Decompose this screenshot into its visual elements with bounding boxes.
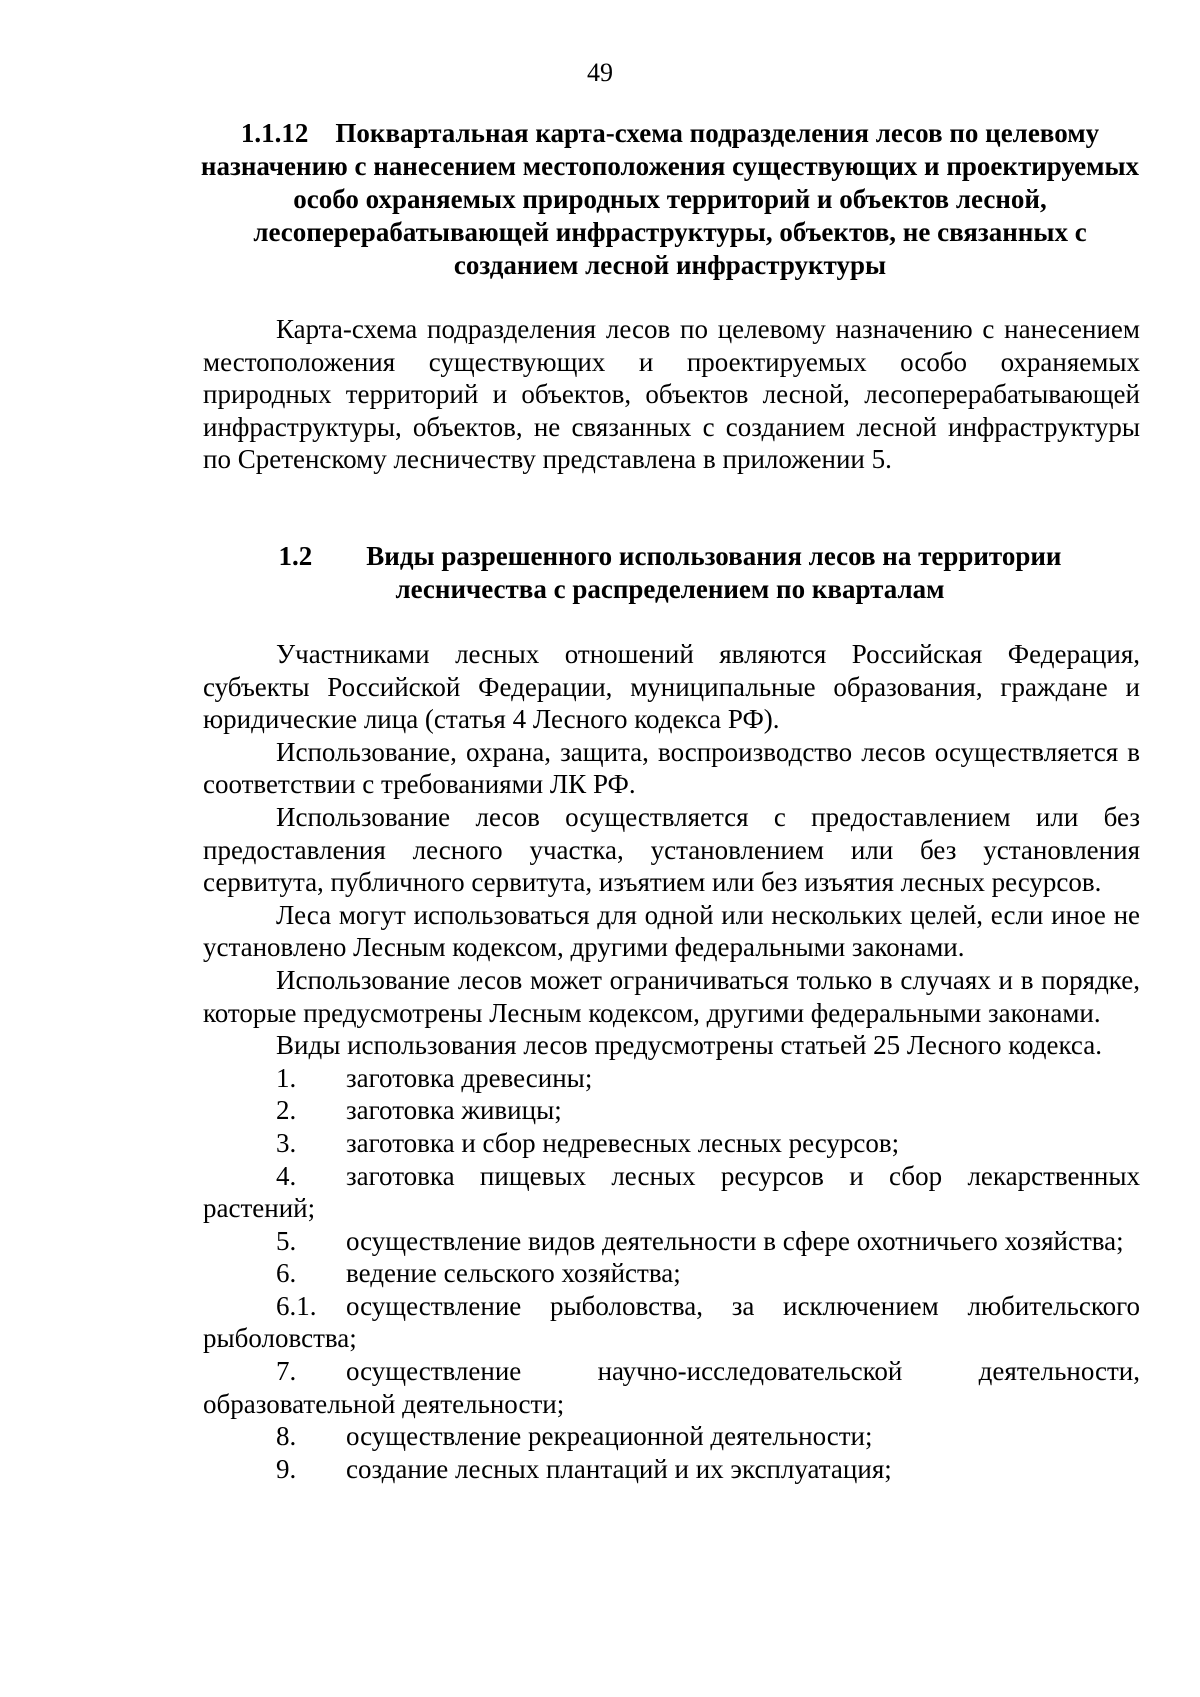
list-item [203, 1160, 1140, 1225]
list-item [203, 1290, 1140, 1355]
list-item-text: осуществление видов деятельности в сфере охотничьего хозяйства; [346, 1225, 1124, 1256]
list-item [203, 1225, 1140, 1258]
list-item-text: создание лесных плантаций и их эксплуатация; [346, 1453, 892, 1484]
list-item [203, 1257, 1140, 1290]
paragraph: Использование, охрана, защита, воспроизводство лесов осуществляется в соответствии с требованиями ЛК РФ. [203, 736, 1140, 800]
paragraph: Карта-схема подразделения лесов по целевому назначению с нанесением местоположения существующих и проектируемых особо охраняемых природных территорий и объектов, объектов лесной, лесоперерабатывающей инфраструктуры, объектов, не связанных с созданием лесной инфраструктуры по Сретенскому лесничеству представлена в приложении 5. [203, 314, 1140, 475]
list-item-text: заготовка живицы; [346, 1095, 562, 1126]
list-item [203, 1094, 1140, 1127]
list-marker: 3. [276, 1127, 297, 1158]
section-1-2-body [203, 638, 1140, 1485]
section-title: Виды разрешенного использования лесов на территории лесничества с распределением по кварталам [366, 541, 1062, 604]
list-marker: 1. [276, 1062, 297, 1093]
list-marker: 6. [276, 1258, 297, 1289]
list-marker: 4. [276, 1160, 297, 1191]
list-item-text: осуществление рыболовства, за исключением любительского рыболовства; [203, 1290, 1140, 1354]
page-number: 49 [587, 58, 613, 87]
section-number: 1.2 [278, 541, 313, 571]
paragraph: Участниками лесных отношений являются Российская Федерация, субъекты Российской Федерации, муниципальные образования, граждане и юридические лица (статья 4 Лесного кодекса РФ). [203, 639, 1140, 735]
list-marker: 8. [276, 1421, 297, 1452]
paragraph: Использование лесов может ограничиваться только в случаях и в порядке, которые предусмотрены Лесным кодексом, другими федеральными законами. [203, 964, 1140, 1028]
paragraph: Использование лесов осуществляется с предоставлением или без предоставления лесного участка, установлением или без установления сервитута, публичного сервитута, изъятием или без изъятия лесных ресурсов. [203, 801, 1140, 898]
list-marker: 7. [276, 1356, 297, 1387]
list-item-text: ведение сельского хозяйства; [346, 1258, 681, 1289]
list-item-text: осуществление рекреационной деятельности; [346, 1421, 873, 1452]
list-marker: 9. [276, 1453, 297, 1484]
list-item-text: заготовка и сбор недревесных лесных ресурсов; [346, 1127, 900, 1158]
section-title: Поквартальная карта-схема подразделения лесов по целевому назначению с нанесением местоположения существующих и проектируемых особо охраняемых природных территорий и объектов лесной, лесоперерабатывающей инфраструктуры, объектов, не связанных с созданием лесной инфраструктуры [200, 118, 1140, 280]
list-item-text: заготовка пищевых лесных ресурсов и сбор лекарственных растений; [203, 1160, 1140, 1224]
section-heading-1-1-12 [200, 117, 1140, 282]
section-number: 1.1.12 [240, 118, 309, 148]
section-1-1-12-body [203, 313, 1140, 476]
paragraph: Виды использования лесов предусмотрены статьей 25 Лесного кодекса. [276, 1030, 1102, 1061]
section-heading-1-2 [200, 540, 1140, 606]
list-marker: 6.1. [276, 1290, 317, 1321]
list-item [203, 1062, 1140, 1095]
list-item-text: заготовка древесины; [346, 1062, 593, 1093]
list-item-text: осуществление научно-исследовательской деятельности, образовательной деятельности; [203, 1356, 1140, 1419]
paragraph: Леса могут использоваться для одной или нескольких целей, если иное не установлено Лесным кодексом, другими федеральными законами. [203, 899, 1140, 963]
list-item [203, 1420, 1140, 1453]
list-item [203, 1355, 1140, 1420]
list-marker: 5. [276, 1225, 297, 1256]
list-item [203, 1453, 1140, 1486]
list-item [203, 1127, 1140, 1160]
list-marker: 2. [276, 1095, 297, 1126]
